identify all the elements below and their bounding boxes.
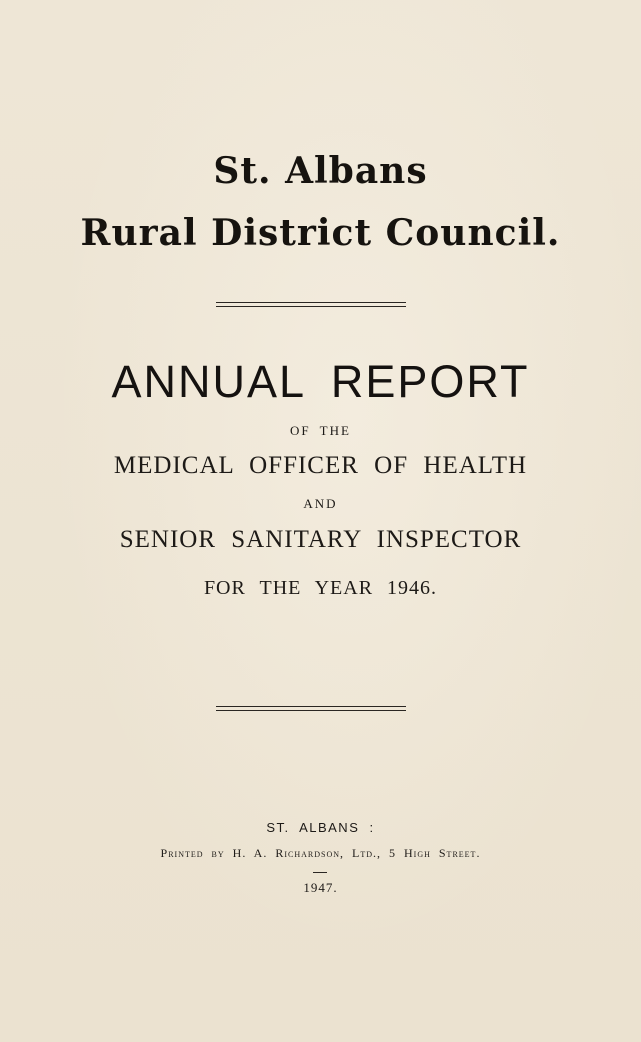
medical-officer-heading: MEDICAL OFFICER OF HEALTH [113,452,528,479]
of-the-text: OF THE [290,423,351,438]
imprint-printer: Printed by H. A. Richardson, Ltd., 5 High Street. [160,846,481,860]
report-title: ANNUAL REPORT [111,356,530,407]
sanitary-inspector-heading: SENIOR SANITARY INSPECTOR [119,526,522,553]
and-text: AND [303,496,338,511]
council-name-line-1: St. Albans [213,150,428,192]
report-year: FOR THE YEAR 1946. [203,577,438,599]
imprint-place: ST. ALBANS : [266,820,375,835]
double-rule-top [216,302,406,307]
imprint-year: 1947. [303,880,338,895]
double-rule-bottom [216,706,406,711]
council-name-line-2: Rural District Council. [80,212,561,254]
imprint-dash [313,872,327,873]
